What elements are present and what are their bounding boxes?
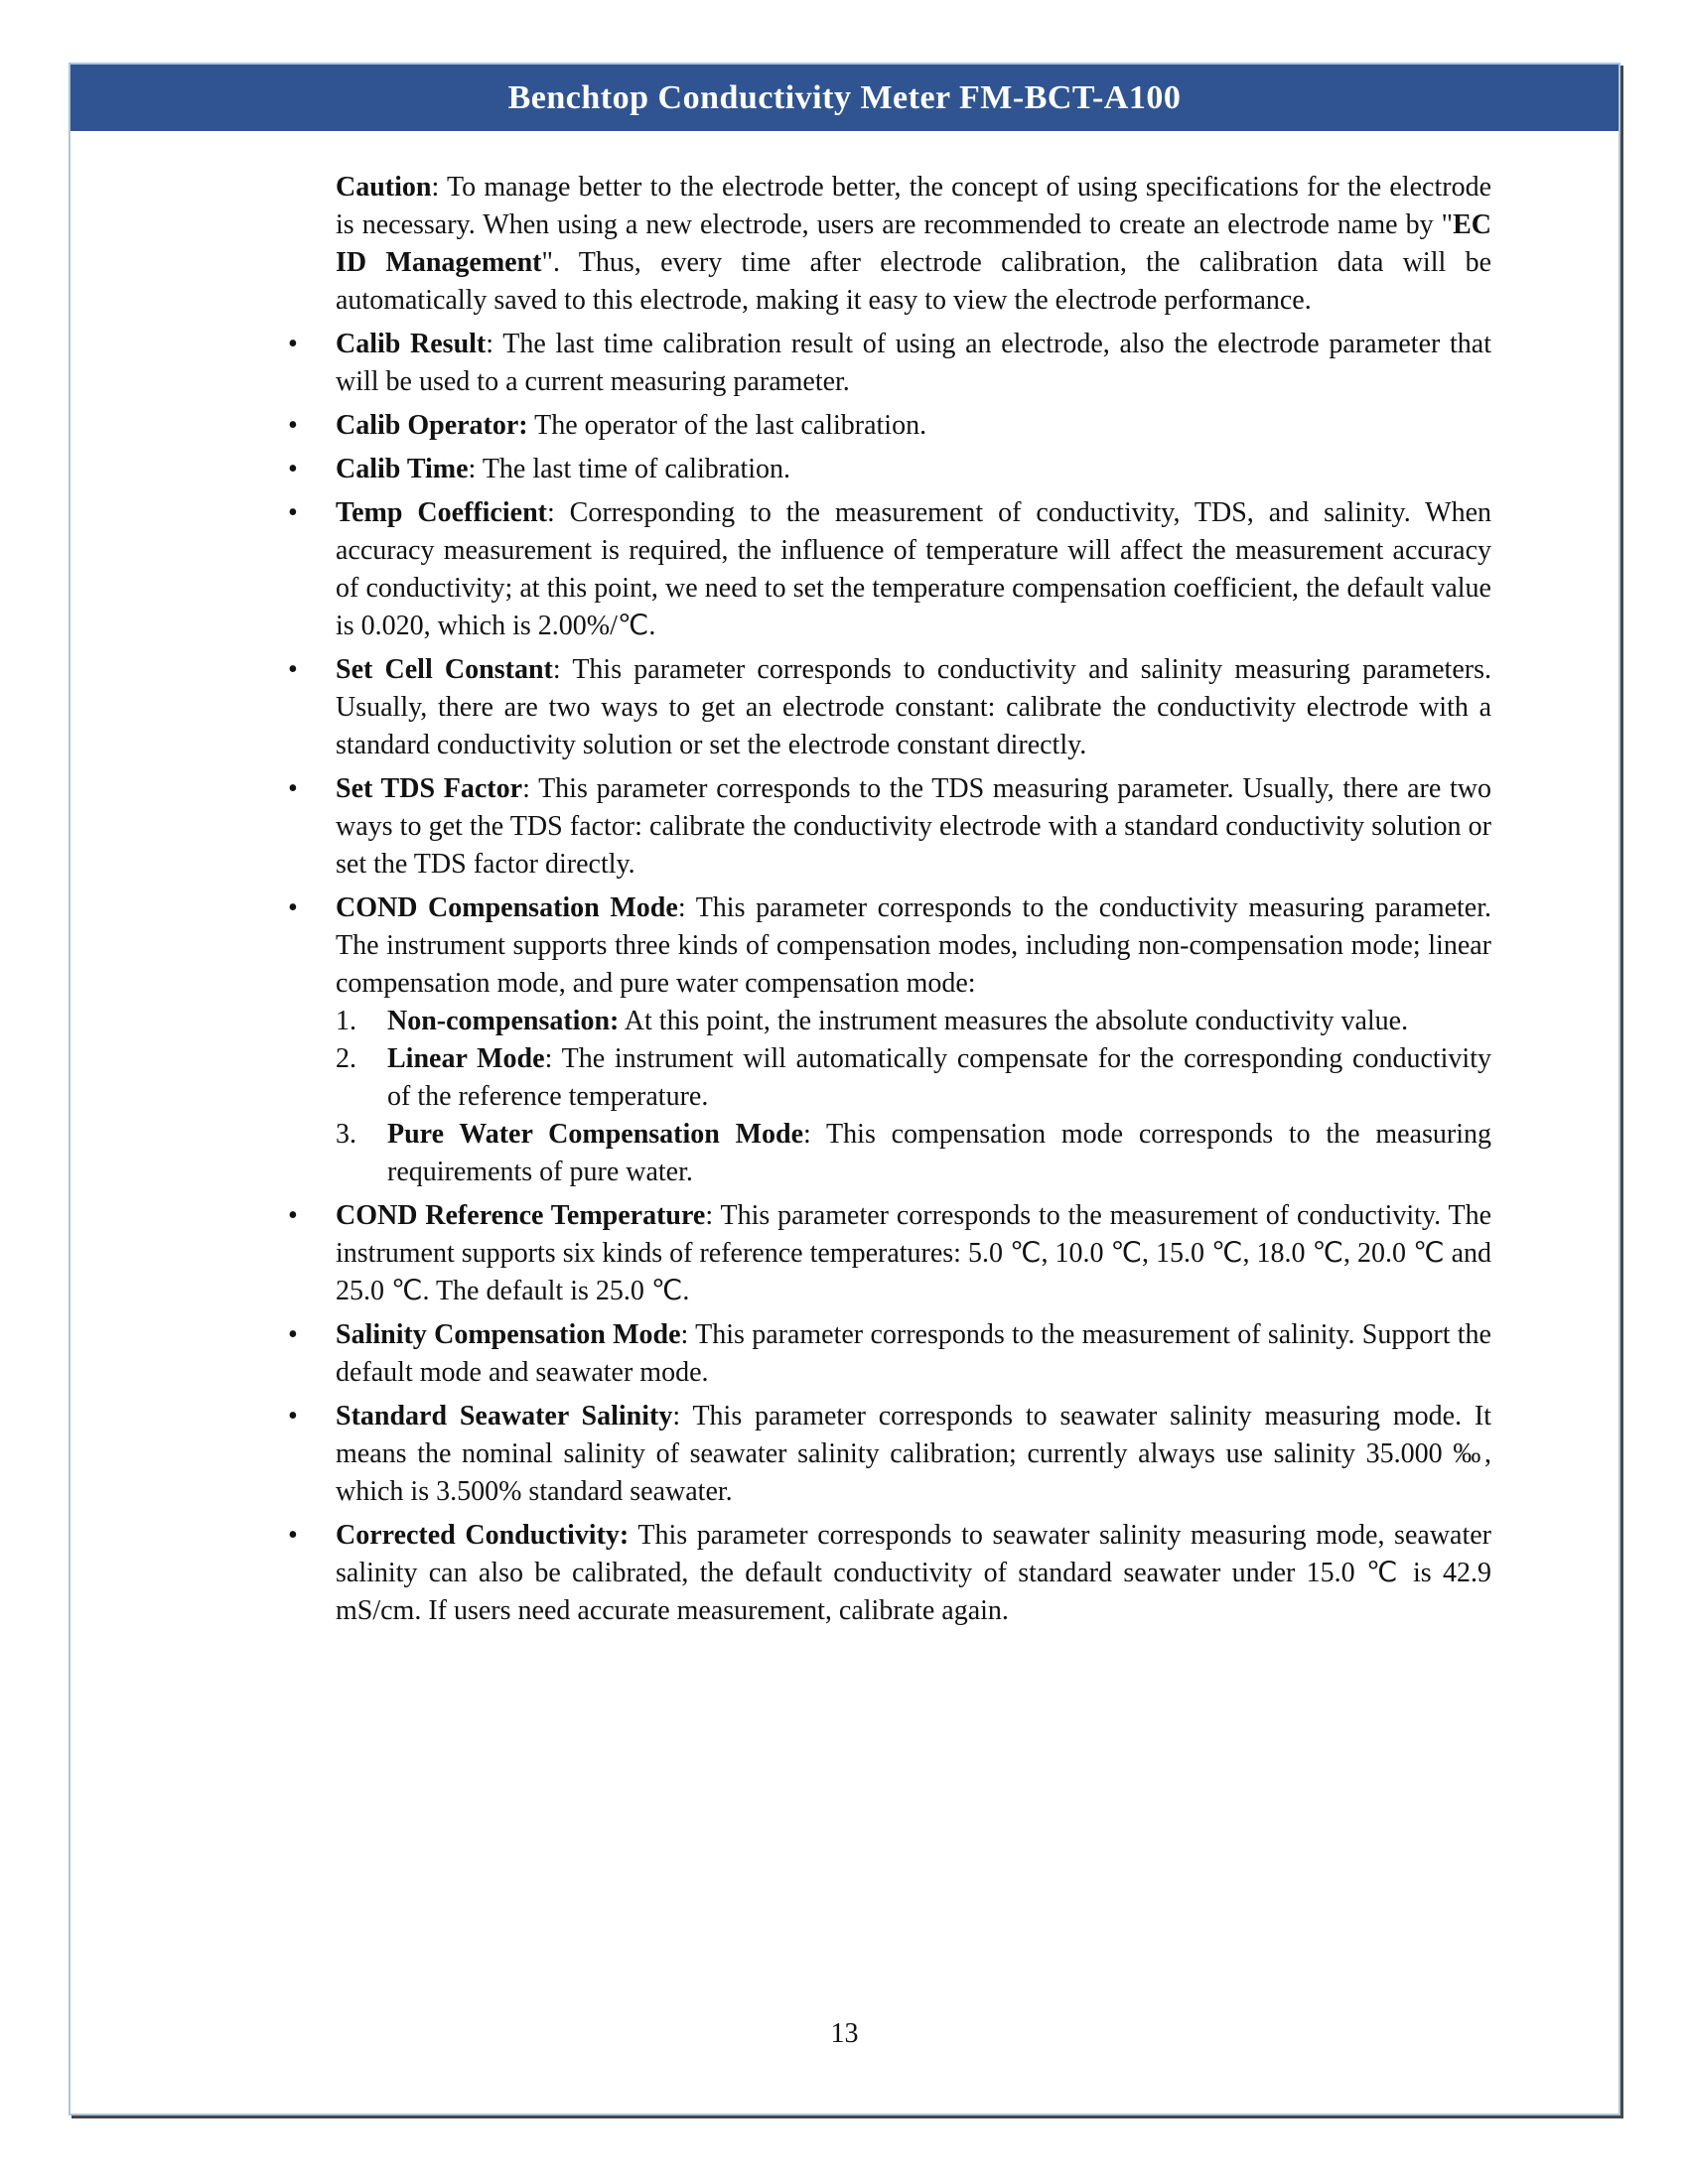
list-item-body [336, 1398, 1491, 1511]
numbered-item-non-compensation [336, 1003, 1491, 1040]
list-item-body [336, 651, 1491, 764]
item-label: Set Cell Constant [336, 654, 553, 685]
caution-text-1: : To manage better to the electrode better, the concept of using specifications for the electrode is necessary. When using a new electrode, users are recommended to create an electrode name by " [336, 172, 1491, 240]
item-text: : This parameter corresponds to the measurement of conductivity. The instrument supports six kinds of reference temperatures: 5.0 ℃, 10.0 ℃, 15.0 ℃, 18.0 ℃, 20.0 ℃ and 25.0 ℃. The default is 25.0 ℃. [336, 1200, 1491, 1306]
list-item-calib-result [288, 326, 1491, 401]
list-item-body [336, 326, 1491, 401]
page-header [70, 65, 1618, 131]
list-item-body [336, 889, 1491, 1191]
manual-page [69, 63, 1620, 2116]
bullet-icon: • [288, 1200, 298, 1231]
list-item-body [336, 1316, 1491, 1392]
item-label: Corrected Conductivity: [336, 1520, 630, 1551]
item-text: : This parameter corresponds to the conductivity measuring parameter. The instrument supports three kinds of compensation modes, including non-compensation mode; linear compensation mode, and pure water compensation mode: [336, 892, 1492, 999]
item-text: At this point, the instrument measures the absolute conductivity value. [619, 1006, 1409, 1036]
list-item-set-cell-constant [288, 651, 1491, 764]
item-text: : This parameter corresponds to the measurement of salinity. Support the default mode and seawater mode. [336, 1319, 1491, 1388]
list-item-set-tds-factor [288, 770, 1491, 884]
ec-id-management-ref: EC ID Management [336, 209, 1491, 278]
item-label: Set TDS Factor [336, 773, 523, 804]
list-item-body [336, 1517, 1491, 1630]
item-label: Calib Time [336, 454, 469, 484]
list-item-body [336, 494, 1491, 645]
caution-text-2: ". Thus, every time after electrode calibration, the calibration data will be automatically saved to this electrode, making it easy to view the electrode performance. [336, 247, 1491, 316]
bullet-icon: • [288, 410, 298, 441]
list-item-salinity-compensation-mode [288, 1316, 1491, 1392]
list-item-cond-reference-temperature [288, 1197, 1491, 1310]
bullet-icon: • [288, 654, 298, 685]
item-number: 1. [336, 1006, 356, 1036]
list-item-temp-coefficient [288, 494, 1491, 645]
numbered-item-body [387, 1040, 1491, 1116]
item-label: Calib Operator: [336, 410, 528, 441]
list-item-calib-operator [288, 407, 1491, 445]
numbered-item-linear-mode [336, 1040, 1491, 1116]
bullet-icon: • [288, 1401, 298, 1432]
bullet-icon: • [288, 1520, 298, 1551]
item-text: The operator of the last calibration. [527, 410, 927, 441]
item-text: : The last time of calibration. [468, 454, 791, 484]
item-text: This parameter corresponds to seawater salinity measuring mode, seawater salinity can also be calibrated, the default conductivity of standard seawater under 15.0 ℃ is 42.9 mS/cm. If users need accurate measurement, calibrate again. [336, 1520, 1491, 1626]
item-text: : This parameter corresponds to conductivity and salinity measuring parameters. Usually, there are two ways to get an electrode constant: calibrate the conductivity electrode with a standard conductivity solution or set the electrode constant directly. [336, 654, 1491, 760]
caution-label: Caution [336, 172, 432, 203]
item-label: Calib Result [336, 329, 487, 359]
item-number: 2. [336, 1043, 356, 1074]
page-title: Benchtop Conductivity Meter FM-BCT-A100 [507, 78, 1182, 116]
list-item-calib-time [288, 451, 1491, 488]
list-item-body [336, 1197, 1491, 1310]
item-label: Pure Water Compensation Mode [387, 1119, 804, 1150]
numbered-item-body [387, 1116, 1491, 1191]
page-number: 13 [830, 2018, 859, 2049]
list-item-corrected-conductivity [288, 1517, 1491, 1630]
item-text: : This parameter corresponds to seawater salinity measuring mode. It means the nominal salinity of seawater salinity calibration; currently always use salinity 35.000 ‰, which is 3.500% standard seawater. [336, 1401, 1491, 1507]
list-item-body [336, 770, 1491, 884]
item-label: Linear Mode [387, 1043, 545, 1074]
bullet-icon: • [288, 1319, 298, 1350]
item-text: : Corresponding to the measurement of conductivity, TDS, and salinity. When accuracy measurement is required, the influence of temperature will affect the measurement accuracy of conductivity; at this point, we need to set the temperature compensation coefficient, the default value is 0.020, which is 2.00%/℃. [336, 497, 1491, 641]
list-item-body [336, 407, 1491, 445]
item-text: : The instrument will automatically compensate for the corresponding conductivity of the reference temperature. [387, 1043, 1491, 1112]
item-label: Standard Seawater Salinity [336, 1401, 673, 1432]
item-label: COND Reference Temperature [336, 1200, 706, 1231]
item-label: Non-compensation: [387, 1006, 620, 1036]
bullet-icon: • [288, 454, 298, 484]
list-item-standard-seawater-salinity [288, 1398, 1491, 1511]
item-text: : This parameter corresponds to the TDS measuring parameter. Usually, there are two ways to get the TDS factor: calibrate the conductivity electrode with a standard conductivity solution or set the TDS factor directly. [336, 773, 1492, 880]
item-label: Salinity Compensation Mode [336, 1319, 681, 1350]
item-label: Temp Coefficient [336, 497, 547, 528]
item-text: : The last time calibration result of using an electrode, also the electrode parameter that will be used to a current measuring parameter. [336, 329, 1492, 397]
numbered-list [336, 1003, 1491, 1191]
bullet-icon: • [288, 329, 298, 359]
bullet-icon: • [288, 773, 298, 804]
numbered-item-pure-water [336, 1116, 1491, 1191]
item-text: : This compensation mode corresponds to the measuring requirements of pure water. [387, 1119, 1491, 1187]
bullet-icon: • [288, 497, 298, 528]
list-item-cond-compensation-mode [288, 889, 1491, 1191]
numbered-item-body [387, 1003, 1491, 1040]
caution-paragraph [336, 169, 1491, 320]
item-label: COND Compensation Mode [336, 892, 678, 923]
item-number: 3. [336, 1119, 356, 1150]
list-item-body [336, 451, 1491, 488]
bullet-icon: • [288, 892, 298, 923]
page-content [70, 131, 1618, 1630]
